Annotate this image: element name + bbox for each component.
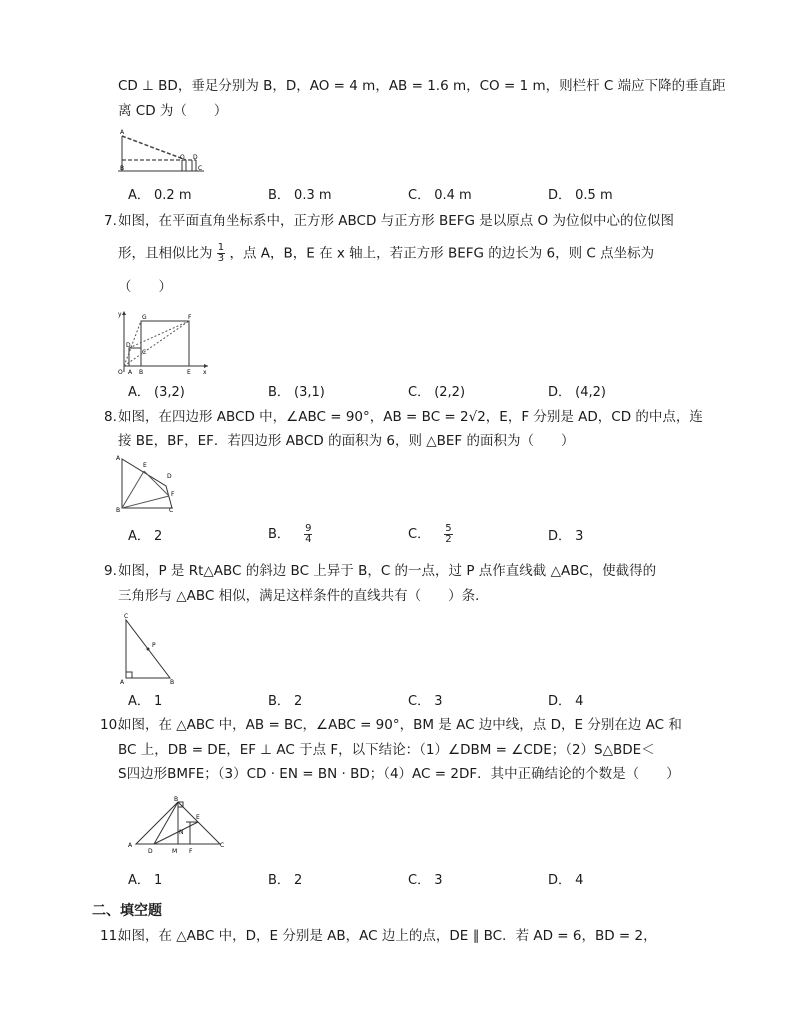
q9-text-line1: 如图，P 是 Rt△ABC 的斜边 BC 上异于 B，C 的一点，过 P 点作直线截 △ABC，使截得的 bbox=[118, 563, 657, 579]
q7-ratio-num: 1 bbox=[217, 242, 225, 253]
q7-label-e: E bbox=[187, 369, 191, 376]
q7-text-line2b: ，点 A，B，E 在 x 轴上，若正方形 BEFG 的边长为 6，则 C 点坐标为 bbox=[229, 245, 655, 262]
q8-option-c-label: C． bbox=[408, 527, 431, 542]
q8-number: 8. bbox=[104, 409, 117, 425]
q6-option-c: C． 0.4 m bbox=[408, 188, 472, 203]
q9-number: 9. bbox=[104, 563, 117, 579]
q6-option-a: A． 0.2 m bbox=[128, 188, 192, 203]
q7-label-f: F bbox=[188, 314, 192, 321]
q8-option-c-fraction bbox=[444, 524, 452, 545]
q6-text-line1: CD ⊥ BD，垂足分别为 B，D，AO = 4 m，AB = 1.6 m，CO = 1 m，则栏杆 C 端应下降的垂直距 bbox=[118, 78, 726, 94]
q10-number: 10. bbox=[100, 717, 122, 733]
q8-label-e: E bbox=[143, 462, 147, 469]
q6-option-b: B． 0.3 m bbox=[268, 188, 332, 203]
q9-label-a: A bbox=[120, 679, 125, 684]
q10-label-f: F bbox=[189, 848, 193, 855]
q8-label-f: F bbox=[171, 491, 175, 498]
q7-label-o: O bbox=[118, 369, 123, 376]
q7-text-line2 bbox=[118, 243, 654, 264]
q7-label-x: x bbox=[203, 369, 207, 376]
q9-label-p: P bbox=[152, 642, 156, 649]
q9-figure bbox=[116, 612, 180, 684]
q8-label-b: B bbox=[116, 507, 121, 514]
q8-option-c-den: 2 bbox=[445, 534, 452, 545]
q8-option-a: A． 2 bbox=[128, 529, 163, 544]
q10-option-c: C． 3 bbox=[408, 873, 443, 888]
q10-option-d: D． 4 bbox=[548, 873, 584, 888]
q9-option-b: B． 2 bbox=[268, 694, 303, 709]
q8-option-b-num: 9 bbox=[305, 523, 312, 534]
q8-option-b bbox=[268, 524, 312, 545]
q10-label-m: M bbox=[172, 848, 178, 855]
q11-number: 11. bbox=[100, 928, 122, 944]
q9-option-c: C． 3 bbox=[408, 694, 443, 709]
q10-text-line1: 如图，在 △ABC 中，AB = BC，∠ABC = 90°，BM 是 AC 边中线，点 D，E 分别在边 AC 和 bbox=[118, 717, 682, 733]
q6-figure bbox=[116, 126, 206, 178]
q7-figure bbox=[112, 308, 212, 376]
q7-label-d: D bbox=[126, 342, 131, 349]
q8-text-line1: 如图，在四边形 ABCD 中，∠ABC = 90°，AB = BC = 2√2，E，F 分别是 AD，CD 的中点，连 bbox=[118, 409, 703, 425]
q10-option-b: B． 2 bbox=[268, 873, 303, 888]
q7-label-g: G bbox=[142, 314, 147, 321]
q8-label-d: D bbox=[167, 473, 172, 480]
q10-label-e: E bbox=[196, 814, 200, 821]
q10-label-d: D bbox=[148, 848, 153, 855]
q8-option-c bbox=[408, 524, 453, 545]
q8-option-b-label: B． bbox=[268, 527, 290, 542]
q10-option-a: A． 1 bbox=[128, 873, 163, 888]
q9-text-line2: 三角形与 △ABC 相似，满足这样条件的直线共有（ ）条． bbox=[118, 588, 489, 604]
q7-option-b: B． (3,1) bbox=[268, 385, 325, 400]
q7-text-line2a: 形，且相似比为 bbox=[118, 245, 213, 262]
q7-label-c: C bbox=[142, 349, 147, 356]
q10-label-n: N bbox=[179, 829, 184, 836]
q7-ratio-fraction bbox=[217, 243, 225, 264]
q7-text-line3: （ ） bbox=[118, 279, 172, 295]
q7-option-a: A． (3,2) bbox=[128, 385, 185, 400]
q10-label-c: C bbox=[220, 842, 225, 849]
section-heading-fill-in: 二、填空题 bbox=[92, 903, 162, 919]
q7-text-line1: 如图，在平面直角坐标系中，正方形 ABCD 与正方形 BEFG 是以原点 O 为位似中心的位似图 bbox=[118, 213, 674, 229]
q6-label-o: O bbox=[180, 154, 185, 161]
q9-label-b: B bbox=[170, 679, 175, 684]
q10-text-line2: BC 上，DB = DE，EF ⊥ AC 于点 F，以下结论：（1）∠DBM = ∠CDE；（2）S△BDE＜ bbox=[118, 742, 655, 758]
q7-option-d: D． (4,2) bbox=[548, 385, 606, 400]
q10-label-a: A bbox=[128, 842, 133, 849]
q8-option-d: D． 3 bbox=[548, 529, 584, 544]
q6-label-d: D bbox=[193, 154, 198, 161]
q11-text-line1: 如图，在 △ABC 中，D，E 分别是 AB，AC 边上的点，DE ∥ BC．若 AD = 6，BD = 2， bbox=[118, 928, 657, 944]
q10-figure bbox=[126, 794, 230, 856]
q9-option-a: A． 1 bbox=[128, 694, 163, 709]
q7-option-c: C． (2,2) bbox=[408, 385, 466, 400]
q8-option-c-num: 5 bbox=[445, 523, 452, 534]
q10-text-line3: S四边形BMFE；（3）CD · EN = BN · BD；（4）AC = 2DF．其中正确结论的个数是（ ） bbox=[118, 766, 680, 782]
q6-label-b: B bbox=[120, 165, 125, 172]
q9-label-c: C bbox=[124, 613, 129, 620]
q8-figure bbox=[116, 454, 180, 514]
q8-label-a: A bbox=[116, 455, 121, 462]
q8-label-c: C bbox=[169, 507, 174, 514]
q9-option-d: D． 4 bbox=[548, 694, 584, 709]
q7-label-b: B bbox=[139, 369, 144, 376]
q6-label-c: C bbox=[198, 165, 203, 172]
q8-option-b-den: 4 bbox=[305, 534, 312, 545]
q6-label-a: A bbox=[120, 129, 125, 136]
q8-text-line2: 接 BE，BF，EF．若四边形 ABCD 的面积为 6，则 △BEF 的面积为（ ） bbox=[118, 433, 575, 449]
q10-label-b: B bbox=[174, 796, 179, 803]
q7-label-y: y bbox=[118, 311, 122, 318]
q7-number: 7. bbox=[104, 213, 117, 229]
q7-label-a: A bbox=[128, 369, 133, 376]
q6-text-line2: 离 CD 为（ ） bbox=[118, 103, 228, 119]
q7-ratio-den: 3 bbox=[217, 253, 225, 264]
q6-option-d: D． 0.5 m bbox=[548, 188, 613, 203]
q8-option-b-fraction bbox=[304, 524, 312, 545]
